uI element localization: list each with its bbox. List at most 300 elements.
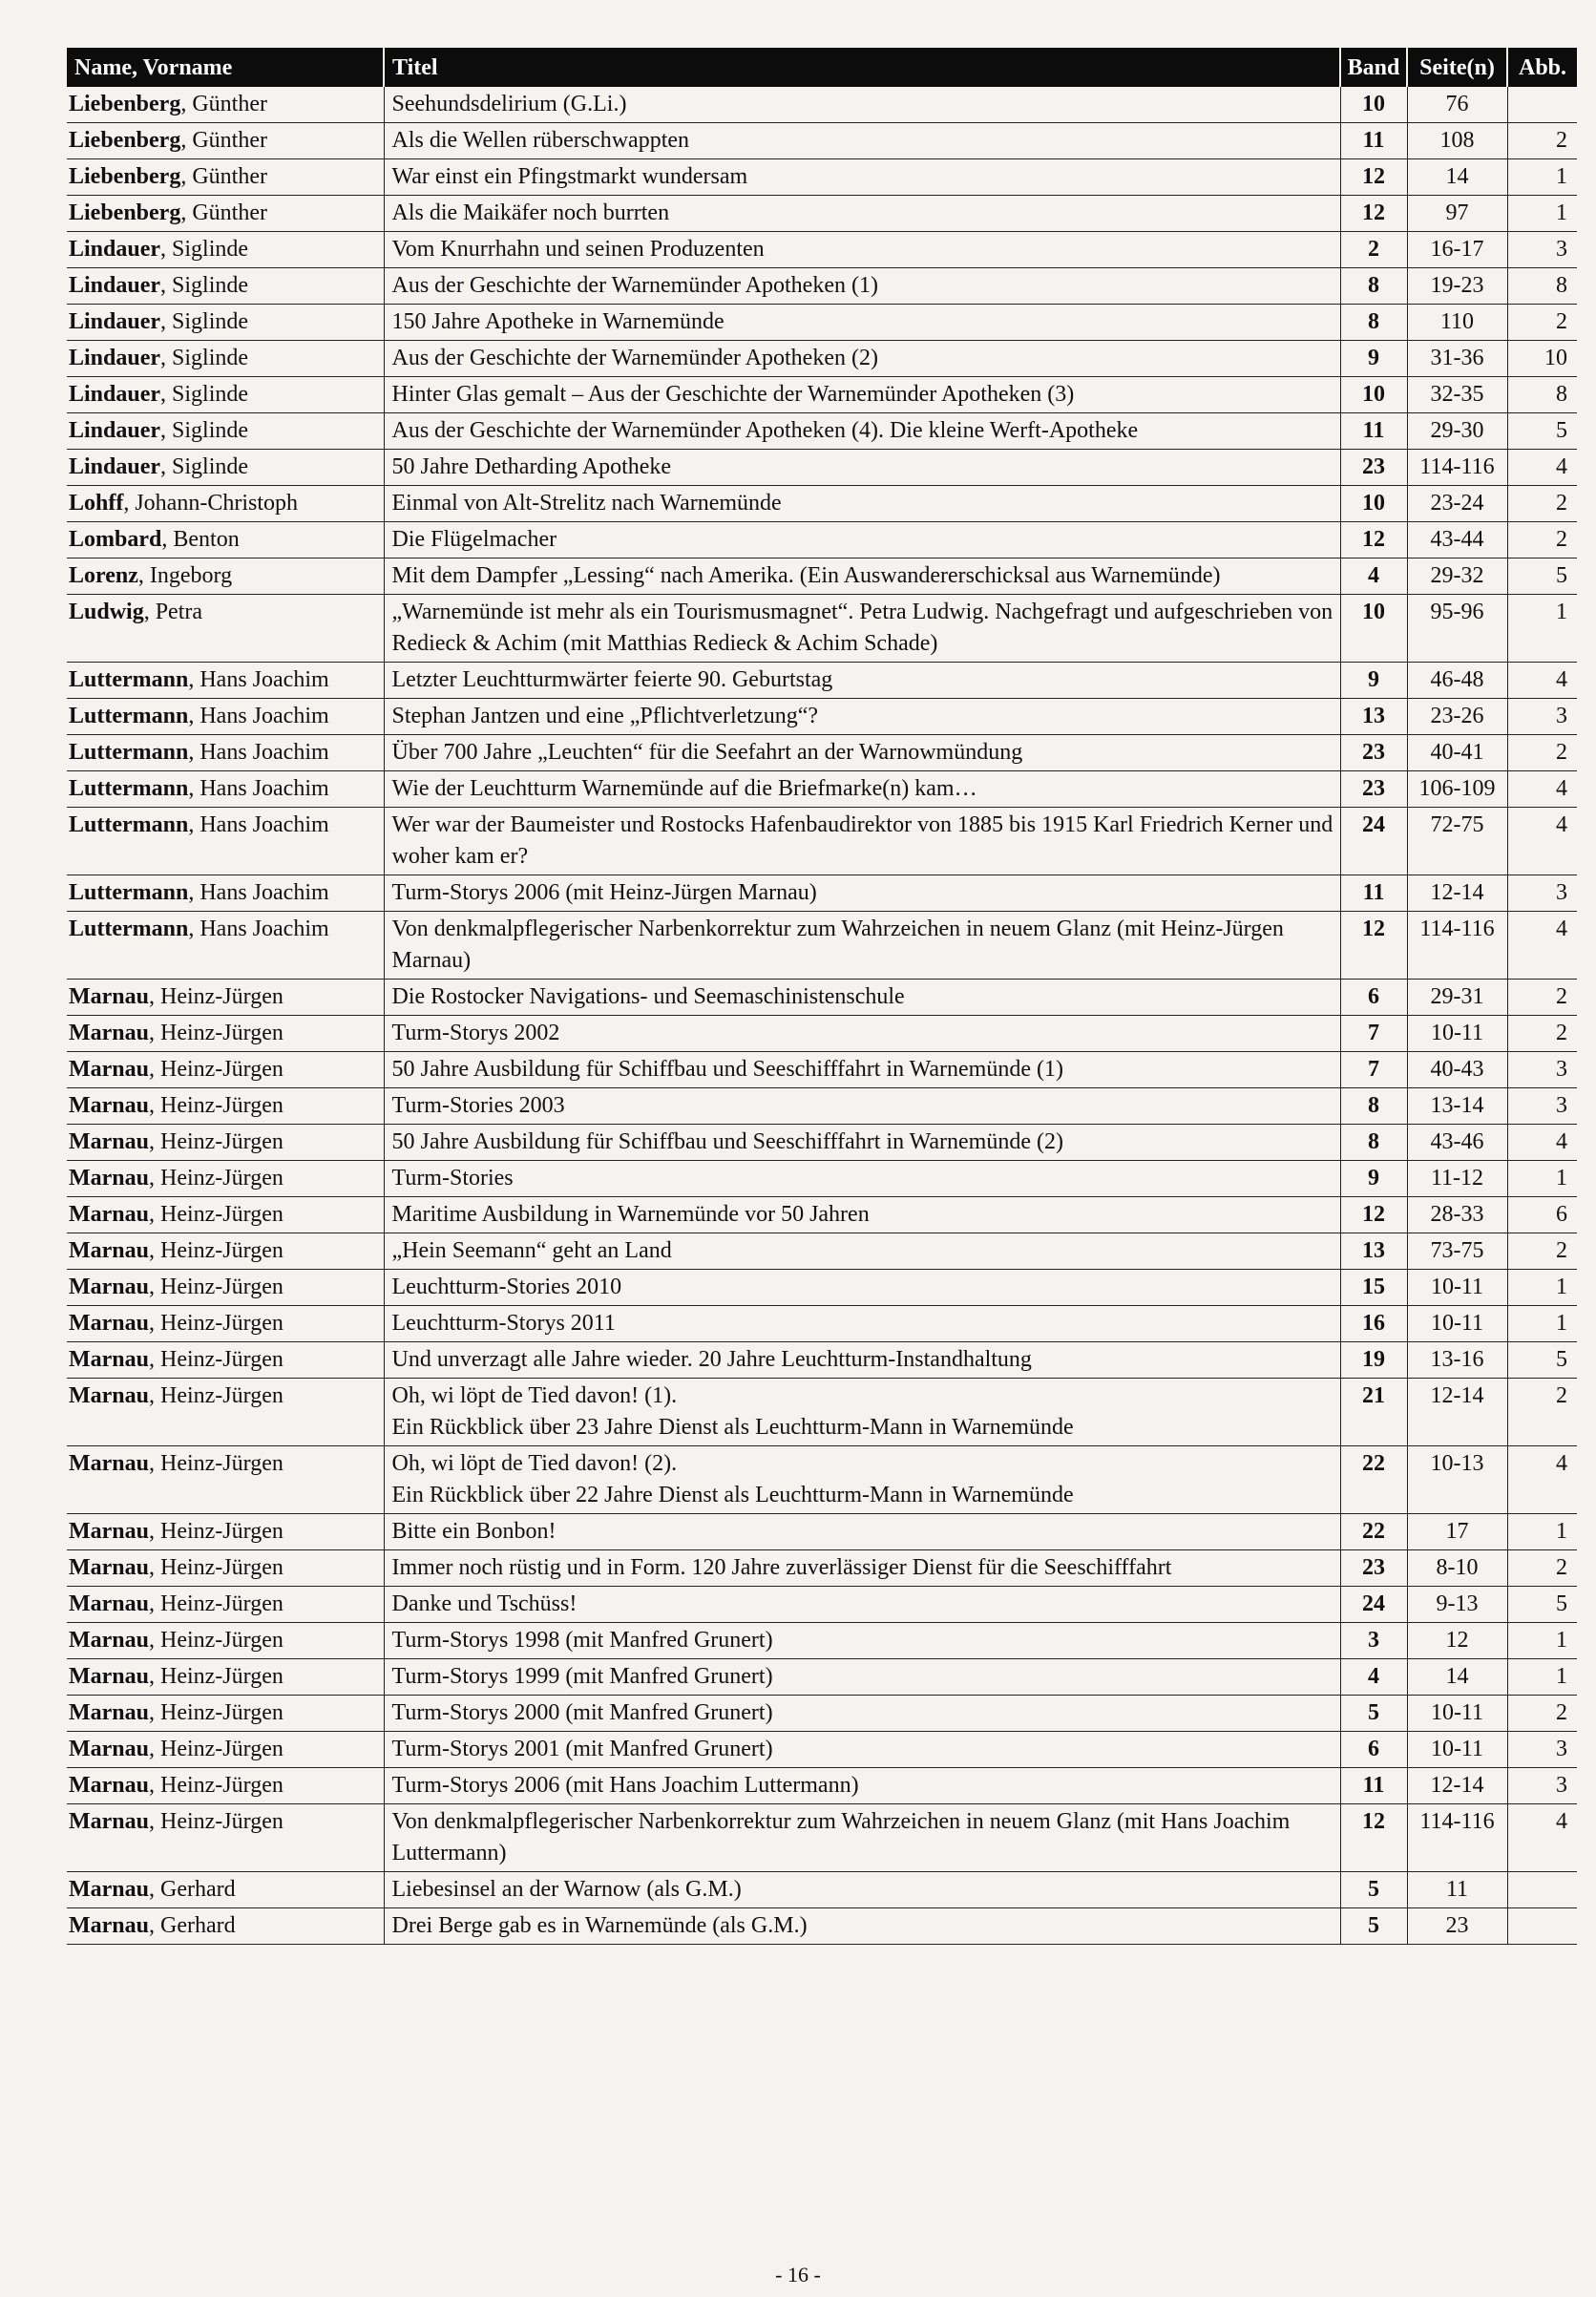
author-firstname: , Günther: [180, 128, 267, 153]
article-title: Von denkmalpflegerischer Narbenkorrektur zum Wahrzeichen in neuem Glanz (mit Heinz-Jürgen Marnau): [384, 912, 1340, 980]
table-row: [67, 377, 1577, 413]
volume-number: 19: [1340, 1342, 1407, 1379]
author-surname: Marnau: [69, 1166, 149, 1191]
illustration-count: 3: [1507, 1732, 1577, 1768]
author-cell: [67, 413, 384, 450]
author-surname: Marnau: [69, 1451, 149, 1476]
page-range: 11: [1407, 1872, 1507, 1908]
author-cell: [67, 196, 384, 232]
author-firstname: , Petra: [143, 600, 203, 624]
page-range: 10-11: [1407, 1732, 1507, 1768]
author-cell: [67, 341, 384, 377]
author-firstname: , Siglinde: [160, 454, 249, 479]
author-firstname: , Heinz-Jürgen: [149, 1057, 284, 1082]
author-cell: [67, 1161, 384, 1197]
table-row: [67, 1908, 1577, 1945]
author-cell: [67, 123, 384, 159]
table-row: [67, 1161, 1577, 1197]
volume-number: 24: [1340, 1587, 1407, 1623]
table-row: [67, 450, 1577, 486]
author-firstname: , Heinz-Jürgen: [149, 1021, 284, 1045]
illustration-count: 3: [1507, 1088, 1577, 1125]
volume-number: 12: [1340, 1804, 1407, 1872]
author-cell: [67, 912, 384, 980]
author-surname: Marnau: [69, 1737, 149, 1761]
page-range: 31-36: [1407, 341, 1507, 377]
article-title: Aus der Geschichte der Warnemünder Apotheken (2): [384, 341, 1340, 377]
volume-number: 12: [1340, 522, 1407, 558]
page-range: 23-26: [1407, 699, 1507, 735]
page-range: 13-14: [1407, 1088, 1507, 1125]
volume-number: 6: [1340, 980, 1407, 1016]
page-range: 9-13: [1407, 1587, 1507, 1623]
illustration-count: 1: [1507, 159, 1577, 196]
illustration-count: 10: [1507, 341, 1577, 377]
author-cell: [67, 1233, 384, 1270]
author-surname: Lindauer: [69, 454, 161, 479]
author-cell: [67, 486, 384, 522]
page-range: 12-14: [1407, 875, 1507, 912]
article-title: Seehundsdelirium (G.Li.): [384, 87, 1340, 123]
illustration-count: 2: [1507, 522, 1577, 558]
author-surname: Marnau: [69, 1311, 149, 1336]
page-range: 106-109: [1407, 771, 1507, 808]
author-cell: [67, 377, 384, 413]
author-surname: Lindauer: [69, 346, 161, 370]
table-row: [67, 980, 1577, 1016]
table-row: [67, 232, 1577, 268]
illustration-count: 2: [1507, 1016, 1577, 1052]
illustration-count: 1: [1507, 1623, 1577, 1659]
page-range: 108: [1407, 123, 1507, 159]
author-firstname: , Heinz-Jürgen: [149, 1347, 284, 1372]
illustration-count: 3: [1507, 1768, 1577, 1804]
author-cell: [67, 232, 384, 268]
illustration-count: 2: [1507, 1550, 1577, 1587]
illustration-count: 1: [1507, 196, 1577, 232]
author-surname: Ludwig: [69, 600, 144, 624]
author-cell: [67, 1514, 384, 1550]
illustration-count: 4: [1507, 1446, 1577, 1514]
author-cell: [67, 1306, 384, 1342]
author-firstname: , Heinz-Jürgen: [149, 1591, 284, 1616]
volume-number: 7: [1340, 1016, 1407, 1052]
article-title: Von denkmalpflegerischer Narbenkorrektur zum Wahrzeichen in neuem Glanz (mit Hans Joachim Luttermann): [384, 1804, 1340, 1872]
article-title: Letzter Leuchtturmwärter feierte 90. Geburtstag: [384, 663, 1340, 699]
table-body: [67, 87, 1577, 1945]
volume-number: 16: [1340, 1306, 1407, 1342]
illustration-count: 4: [1507, 663, 1577, 699]
author-cell: [67, 1342, 384, 1379]
author-index-table: [67, 48, 1577, 1945]
page-range: 43-44: [1407, 522, 1507, 558]
page-range: 14: [1407, 159, 1507, 196]
illustration-count: [1507, 1872, 1577, 1908]
table-row: [67, 1804, 1577, 1872]
author-surname: Luttermann: [69, 812, 189, 837]
author-cell: [67, 875, 384, 912]
page-range: 72-75: [1407, 808, 1507, 875]
author-cell: [67, 1550, 384, 1587]
volume-number: 7: [1340, 1052, 1407, 1088]
volume-number: 23: [1340, 1550, 1407, 1587]
page-range: 8-10: [1407, 1550, 1507, 1587]
page-range: 46-48: [1407, 663, 1507, 699]
author-surname: Marnau: [69, 1700, 149, 1725]
article-title: Liebesinsel an der Warnow (als G.M.): [384, 1872, 1340, 1908]
table-row: [67, 196, 1577, 232]
author-firstname: , Siglinde: [160, 273, 249, 298]
page-range: 16-17: [1407, 232, 1507, 268]
volume-number: 23: [1340, 450, 1407, 486]
article-title: Wie der Leuchtturm Warnemünde auf die Briefmarke(n) kam…: [384, 771, 1340, 808]
author-firstname: , Günther: [180, 92, 267, 116]
table-row: [67, 1270, 1577, 1306]
table-row: [67, 1342, 1577, 1379]
table-row: [67, 1659, 1577, 1696]
author-firstname: , Hans Joachim: [188, 880, 329, 905]
author-firstname: , Gerhard: [149, 1913, 236, 1938]
author-cell: [67, 1696, 384, 1732]
article-title: Über 700 Jahre „Leuchten“ für die Seefahrt an der Warnowmündung: [384, 735, 1340, 771]
author-surname: Marnau: [69, 1129, 149, 1154]
author-firstname: , Hans Joachim: [188, 740, 329, 765]
volume-number: 5: [1340, 1696, 1407, 1732]
page-range: 19-23: [1407, 268, 1507, 305]
author-firstname: , Heinz-Jürgen: [149, 1555, 284, 1580]
article-title: Drei Berge gab es in Warnemünde (als G.M.): [384, 1908, 1340, 1945]
article-title: Maritime Ausbildung in Warnemünde vor 50 Jahren: [384, 1197, 1340, 1233]
illustration-count: 4: [1507, 450, 1577, 486]
table-row: [67, 1125, 1577, 1161]
author-firstname: , Benton: [161, 527, 240, 552]
author-surname: Marnau: [69, 1275, 149, 1299]
page-range: 114-116: [1407, 912, 1507, 980]
author-firstname: , Gerhard: [149, 1877, 236, 1902]
table-row: [67, 558, 1577, 595]
header-name: Name, Vorname: [67, 48, 384, 87]
article-title: Als die Wellen rüberschwappten: [384, 123, 1340, 159]
table-row: [67, 1732, 1577, 1768]
article-title: Vom Knurrhahn und seinen Produzenten: [384, 232, 1340, 268]
author-surname: Lombard: [69, 527, 162, 552]
author-surname: Marnau: [69, 1664, 149, 1689]
volume-number: 12: [1340, 1197, 1407, 1233]
table-row: [67, 1514, 1577, 1550]
illustration-count: 2: [1507, 486, 1577, 522]
volume-number: 23: [1340, 771, 1407, 808]
illustration-count: 2: [1507, 305, 1577, 341]
table-row: [67, 595, 1577, 663]
article-title: Als die Maikäfer noch burrten: [384, 196, 1340, 232]
author-surname: Marnau: [69, 1021, 149, 1045]
page-range: 17: [1407, 1514, 1507, 1550]
page-range: 110: [1407, 305, 1507, 341]
article-title: Turm-Storys 1998 (mit Manfred Grunert): [384, 1623, 1340, 1659]
article-title: Aus der Geschichte der Warnemünder Apotheken (4). Die kleine Werft-Apotheke: [384, 413, 1340, 450]
illustration-count: 8: [1507, 268, 1577, 305]
author-cell: [67, 663, 384, 699]
article-title: Die Flügelmacher: [384, 522, 1340, 558]
author-cell: [67, 735, 384, 771]
article-title: Oh, wi löpt de Tied davon! (2). Ein Rückblick über 22 Jahre Dienst als Leuchtturm-Mann in Warnemünde: [384, 1446, 1340, 1514]
volume-number: 13: [1340, 1233, 1407, 1270]
volume-number: 24: [1340, 808, 1407, 875]
table-row: [67, 771, 1577, 808]
author-cell: [67, 305, 384, 341]
page-range: 12-14: [1407, 1379, 1507, 1446]
volume-number: 8: [1340, 1088, 1407, 1125]
illustration-count: 2: [1507, 1379, 1577, 1446]
illustration-count: 5: [1507, 1587, 1577, 1623]
author-cell: [67, 1379, 384, 1446]
table-row: [67, 1768, 1577, 1804]
page-range: 10-11: [1407, 1016, 1507, 1052]
table-row: [67, 486, 1577, 522]
illustration-count: 4: [1507, 912, 1577, 980]
page-number: - 16 -: [775, 2263, 821, 2286]
author-surname: Marnau: [69, 1347, 149, 1372]
page-range: 29-30: [1407, 413, 1507, 450]
author-surname: Luttermann: [69, 880, 189, 905]
table-row: [67, 663, 1577, 699]
illustration-count: 5: [1507, 413, 1577, 450]
author-firstname: , Siglinde: [160, 237, 249, 262]
author-firstname: , Hans Joachim: [188, 776, 329, 801]
author-firstname: , Ingeborg: [137, 563, 233, 588]
volume-number: 11: [1340, 1768, 1407, 1804]
author-firstname: , Heinz-Jürgen: [149, 1383, 284, 1408]
illustration-count: 1: [1507, 1270, 1577, 1306]
author-surname: Lindauer: [69, 309, 161, 334]
author-surname: Marnau: [69, 1383, 149, 1408]
author-firstname: , Günther: [180, 200, 267, 225]
author-firstname: , Heinz-Jürgen: [149, 1129, 284, 1154]
volume-number: 11: [1340, 413, 1407, 450]
page-range: 29-31: [1407, 980, 1507, 1016]
illustration-count: 3: [1507, 232, 1577, 268]
article-title: Turm-Storys 1999 (mit Manfred Grunert): [384, 1659, 1340, 1696]
author-firstname: , Siglinde: [160, 382, 249, 407]
article-title: Turm-Storys 2002: [384, 1016, 1340, 1052]
table-row: [67, 413, 1577, 450]
volume-number: 6: [1340, 1732, 1407, 1768]
author-cell: [67, 1088, 384, 1125]
volume-number: 10: [1340, 595, 1407, 663]
table-row: [67, 87, 1577, 123]
author-cell: [67, 558, 384, 595]
page-range: 114-116: [1407, 1804, 1507, 1872]
page-range: 95-96: [1407, 595, 1507, 663]
author-surname: Marnau: [69, 1628, 149, 1653]
table-row: [67, 875, 1577, 912]
volume-number: 10: [1340, 377, 1407, 413]
article-title: Immer noch rüstig und in Form. 120 Jahre zuverlässiger Dienst für die Seeschifffahrt: [384, 1550, 1340, 1587]
author-surname: Lorenz: [69, 563, 138, 588]
page-range: 10-11: [1407, 1270, 1507, 1306]
author-surname: Marnau: [69, 1913, 149, 1938]
volume-number: 2: [1340, 232, 1407, 268]
table-row: [67, 808, 1577, 875]
volume-number: 22: [1340, 1514, 1407, 1550]
article-title: Einmal von Alt-Strelitz nach Warnemünde: [384, 486, 1340, 522]
page-range: 97: [1407, 196, 1507, 232]
author-firstname: , Heinz-Jürgen: [149, 1238, 284, 1263]
author-cell: [67, 1804, 384, 1872]
author-surname: Marnau: [69, 984, 149, 1009]
table-row: [67, 123, 1577, 159]
page-range: 10-11: [1407, 1306, 1507, 1342]
author-surname: Luttermann: [69, 740, 189, 765]
volume-number: 12: [1340, 196, 1407, 232]
author-cell: [67, 771, 384, 808]
article-title: Die Rostocker Navigations- und Seemaschinistenschule: [384, 980, 1340, 1016]
table-row: [67, 1446, 1577, 1514]
header-pages: Seite(n): [1407, 48, 1507, 87]
author-cell: [67, 450, 384, 486]
page-range: 23-24: [1407, 486, 1507, 522]
page-range: 13-16: [1407, 1342, 1507, 1379]
author-cell: [67, 1016, 384, 1052]
author-firstname: , Heinz-Jürgen: [149, 1093, 284, 1118]
page-range: 14: [1407, 1659, 1507, 1696]
article-title: „Hein Seemann“ geht an Land: [384, 1233, 1340, 1270]
author-cell: [67, 595, 384, 663]
illustration-count: 4: [1507, 1125, 1577, 1161]
volume-number: 21: [1340, 1379, 1407, 1446]
volume-number: 9: [1340, 1161, 1407, 1197]
volume-number: 11: [1340, 123, 1407, 159]
author-surname: Marnau: [69, 1591, 149, 1616]
article-title: Wer war der Baumeister und Rostocks Hafenbaudirektor von 1885 bis 1915 Karl Friedrich Kerner und woher kam er?: [384, 808, 1340, 875]
article-title: Und unverzagt alle Jahre wieder. 20 Jahre Leuchtturm-Instandhaltung: [384, 1342, 1340, 1379]
table-row: [67, 699, 1577, 735]
illustration-count: [1507, 1908, 1577, 1945]
volume-number: 8: [1340, 1125, 1407, 1161]
page-range: 40-41: [1407, 735, 1507, 771]
author-surname: Luttermann: [69, 917, 189, 941]
index-page: [67, 48, 1577, 1945]
volume-number: 13: [1340, 699, 1407, 735]
article-title: War einst ein Pfingstmarkt wundersam: [384, 159, 1340, 196]
table-row: [67, 1550, 1577, 1587]
volume-number: 9: [1340, 341, 1407, 377]
article-title: Stephan Jantzen und eine „Pflichtverletzung“?: [384, 699, 1340, 735]
author-cell: [67, 1908, 384, 1945]
volume-number: 11: [1340, 875, 1407, 912]
illustration-count: 1: [1507, 1306, 1577, 1342]
author-cell: [67, 1197, 384, 1233]
author-surname: Lindauer: [69, 273, 161, 298]
page-range: 23: [1407, 1908, 1507, 1945]
author-firstname: , Heinz-Jürgen: [149, 1202, 284, 1227]
author-surname: Lohff: [69, 491, 124, 516]
table-row: [67, 1088, 1577, 1125]
illustration-count: 2: [1507, 123, 1577, 159]
table-row: [67, 305, 1577, 341]
article-title: Turm-Stories 2003: [384, 1088, 1340, 1125]
illustration-count: 1: [1507, 1659, 1577, 1696]
page-range: 10-11: [1407, 1696, 1507, 1732]
author-surname: Luttermann: [69, 776, 189, 801]
article-title: Turm-Storys 2006 (mit Heinz-Jürgen Marnau): [384, 875, 1340, 912]
author-cell: [67, 159, 384, 196]
volume-number: 8: [1340, 305, 1407, 341]
article-title: 150 Jahre Apotheke in Warnemünde: [384, 305, 1340, 341]
volume-number: 5: [1340, 1872, 1407, 1908]
author-surname: Lindauer: [69, 418, 161, 443]
illustration-count: 2: [1507, 980, 1577, 1016]
author-surname: Marnau: [69, 1238, 149, 1263]
author-cell: [67, 268, 384, 305]
header-illustrations: Abb.: [1507, 48, 1577, 87]
author-cell: [67, 522, 384, 558]
author-surname: Marnau: [69, 1202, 149, 1227]
table-row: [67, 1052, 1577, 1088]
page-range: 40-43: [1407, 1052, 1507, 1088]
author-firstname: , Heinz-Jürgen: [149, 1773, 284, 1798]
author-firstname: , Hans Joachim: [188, 704, 329, 728]
author-surname: Liebenberg: [69, 128, 181, 153]
author-surname: Marnau: [69, 1555, 149, 1580]
author-surname: Liebenberg: [69, 92, 181, 116]
author-firstname: , Siglinde: [160, 418, 249, 443]
author-firstname: , Hans Joachim: [188, 667, 329, 692]
author-surname: Luttermann: [69, 704, 189, 728]
article-title: Leuchtturm-Storys 2011: [384, 1306, 1340, 1342]
illustration-count: 4: [1507, 1804, 1577, 1872]
page-range: 12-14: [1407, 1768, 1507, 1804]
author-surname: Marnau: [69, 1877, 149, 1902]
illustration-count: 2: [1507, 1233, 1577, 1270]
author-firstname: , Hans Joachim: [188, 917, 329, 941]
author-firstname: , Johann-Christoph: [123, 491, 299, 516]
illustration-count: 3: [1507, 1052, 1577, 1088]
author-firstname: , Heinz-Jürgen: [149, 1311, 284, 1336]
illustration-count: 1: [1507, 1514, 1577, 1550]
table-row: [67, 1587, 1577, 1623]
page-range: 12: [1407, 1623, 1507, 1659]
volume-number: 22: [1340, 1446, 1407, 1514]
table-row: [67, 1623, 1577, 1659]
author-cell: [67, 1623, 384, 1659]
author-cell: [67, 808, 384, 875]
illustration-count: 5: [1507, 558, 1577, 595]
article-title: „Warnemünde ist mehr als ein Tourismusmagnet“. Petra Ludwig. Nachgefragt und aufgeschrieben von Redieck & Achim (mit Matthias Redieck & Achim Schade): [384, 595, 1340, 663]
volume-number: 12: [1340, 159, 1407, 196]
author-firstname: , Heinz-Jürgen: [149, 1628, 284, 1653]
page-range: 10-13: [1407, 1446, 1507, 1514]
author-firstname: , Heinz-Jürgen: [149, 1700, 284, 1725]
author-surname: Luttermann: [69, 667, 189, 692]
author-cell: [67, 87, 384, 123]
page-range: 43-46: [1407, 1125, 1507, 1161]
illustration-count: 1: [1507, 595, 1577, 663]
author-cell: [67, 1446, 384, 1514]
article-title: 50 Jahre Ausbildung für Schiffbau und Seeschifffahrt in Warnemünde (1): [384, 1052, 1340, 1088]
page-range: 76: [1407, 87, 1507, 123]
volume-number: 8: [1340, 268, 1407, 305]
table-row: [67, 1872, 1577, 1908]
author-cell: [67, 1872, 384, 1908]
author-firstname: , Siglinde: [160, 309, 249, 334]
article-title: Turm-Storys 2001 (mit Manfred Grunert): [384, 1732, 1340, 1768]
illustration-count: 1: [1507, 1161, 1577, 1197]
author-surname: Marnau: [69, 1057, 149, 1082]
article-title: 50 Jahre Ausbildung für Schiffbau und Seeschifffahrt in Warnemünde (2): [384, 1125, 1340, 1161]
author-cell: [67, 1270, 384, 1306]
page-range: 11-12: [1407, 1161, 1507, 1197]
